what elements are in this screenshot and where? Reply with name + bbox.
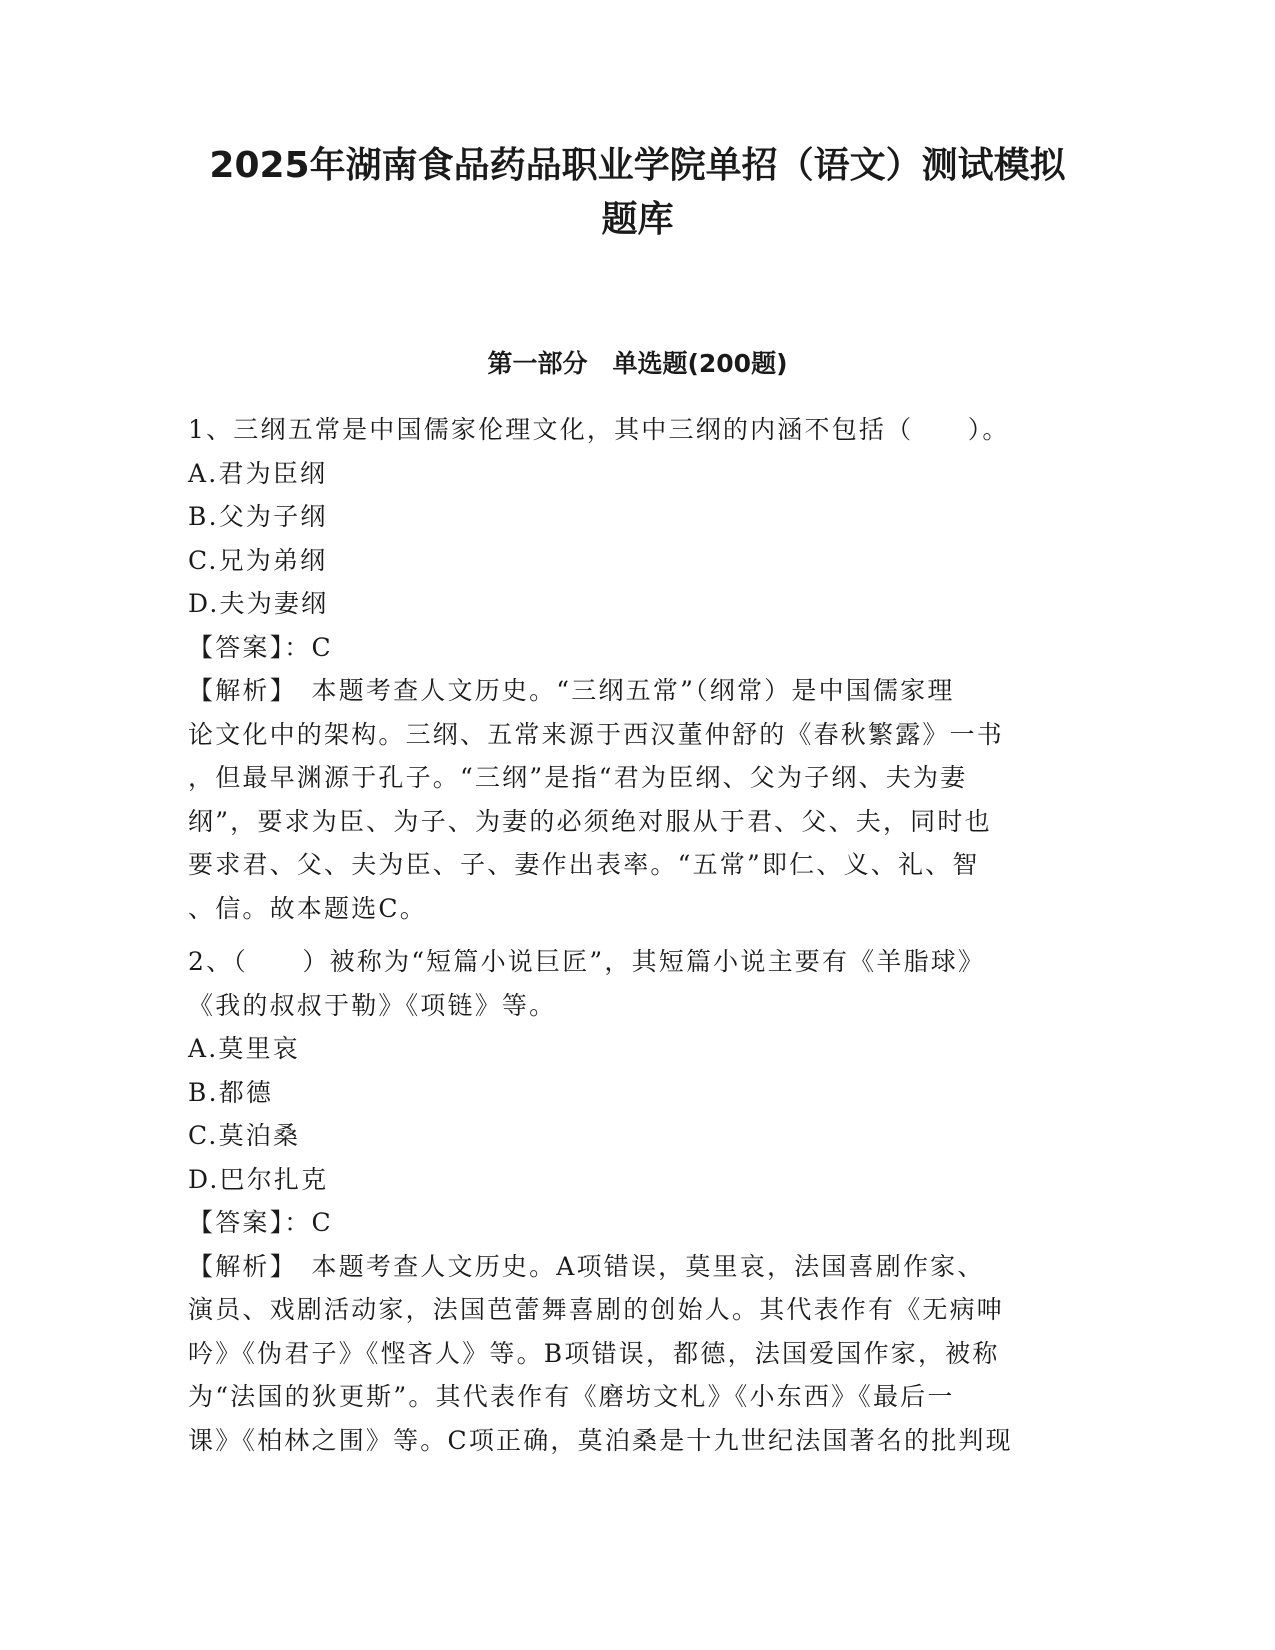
- question-stem: 《我的叔叔于勒》《项链》等。: [188, 990, 557, 1020]
- answer: 【答案】：C: [188, 1208, 333, 1237]
- section-title: 第一部分 单选题(200题): [487, 349, 788, 378]
- analysis-line: 吟》《伪君子》《悭吝人》等。B项错误，都德，法国爱国作家，被称: [188, 1338, 1000, 1368]
- analysis-line: 为“法国的狄更斯”。其代表作有《磨坊文札》《小东西》《最后一: [188, 1382, 955, 1411]
- option-a: A.莫里哀: [188, 1034, 301, 1063]
- option-a: A.君为臣纲: [188, 458, 328, 488]
- analysis-line: 课》《柏林之围》等。C项正确，莫泊桑是十九世纪法国著名的批判现: [188, 1425, 1013, 1455]
- option-d: D.夫为妻纲: [188, 589, 329, 618]
- option-c: C.莫泊桑: [188, 1121, 301, 1150]
- analysis-line: 要求君、父、夫为臣、子、妻作出表率。“五常”即仁、义、礼、智: [188, 850, 980, 879]
- option-d: D.巴尔扎克: [188, 1164, 329, 1194]
- answer: 【答案】：C: [188, 632, 333, 662]
- question-1: [188, 408, 1088, 930]
- option-b: B.父为子纲: [188, 502, 328, 531]
- analysis-line: 演员、戏剧活动家，法国芭蕾舞喜剧的创始人。其代表作有《无病呻: [188, 1295, 1005, 1324]
- analysis-line: 【解析】 本题考查人文历史。A项错误，莫里哀，法国喜剧作家、: [188, 1251, 985, 1281]
- question-2: [188, 940, 1088, 1462]
- analysis-line: 论文化中的架构。三纲、五常来源于西汉董仲舒的《春秋繁露》一书: [188, 719, 1005, 749]
- option-b: B.都德: [188, 1077, 274, 1107]
- question-stem: 2、（ ）被称为“短篇小说巨匠”，其短篇小说主要有《羊脂球》: [188, 947, 986, 976]
- question-spacer: [188, 930, 1088, 940]
- analysis-line: 纲”，要求为臣、为子、为妻的必须绝对服从于君、父、夫，同时也: [188, 806, 992, 836]
- question-list: [188, 408, 1088, 1462]
- analysis-line: ，但最早渊源于孔子。“三纲”是指“君为臣纲、父为子纲、夫为妻: [188, 763, 968, 792]
- document-title-line-1: 2025年湖南食品药品职业学院单招（语文）测试模拟: [209, 145, 1066, 186]
- option-c: C.兄为弟纲: [188, 545, 328, 575]
- document-title-line-2: 题库: [601, 199, 674, 240]
- question-stem: 1、三纲五常是中国儒家伦理文化，其中三纲的内涵不包括（ ）。: [188, 415, 1010, 444]
- analysis-line: 【解析】 本题考查人文历史。“三纲五常”（纲常）是中国儒家理: [188, 676, 955, 705]
- analysis-line: 、信。故本题选C。: [188, 893, 427, 923]
